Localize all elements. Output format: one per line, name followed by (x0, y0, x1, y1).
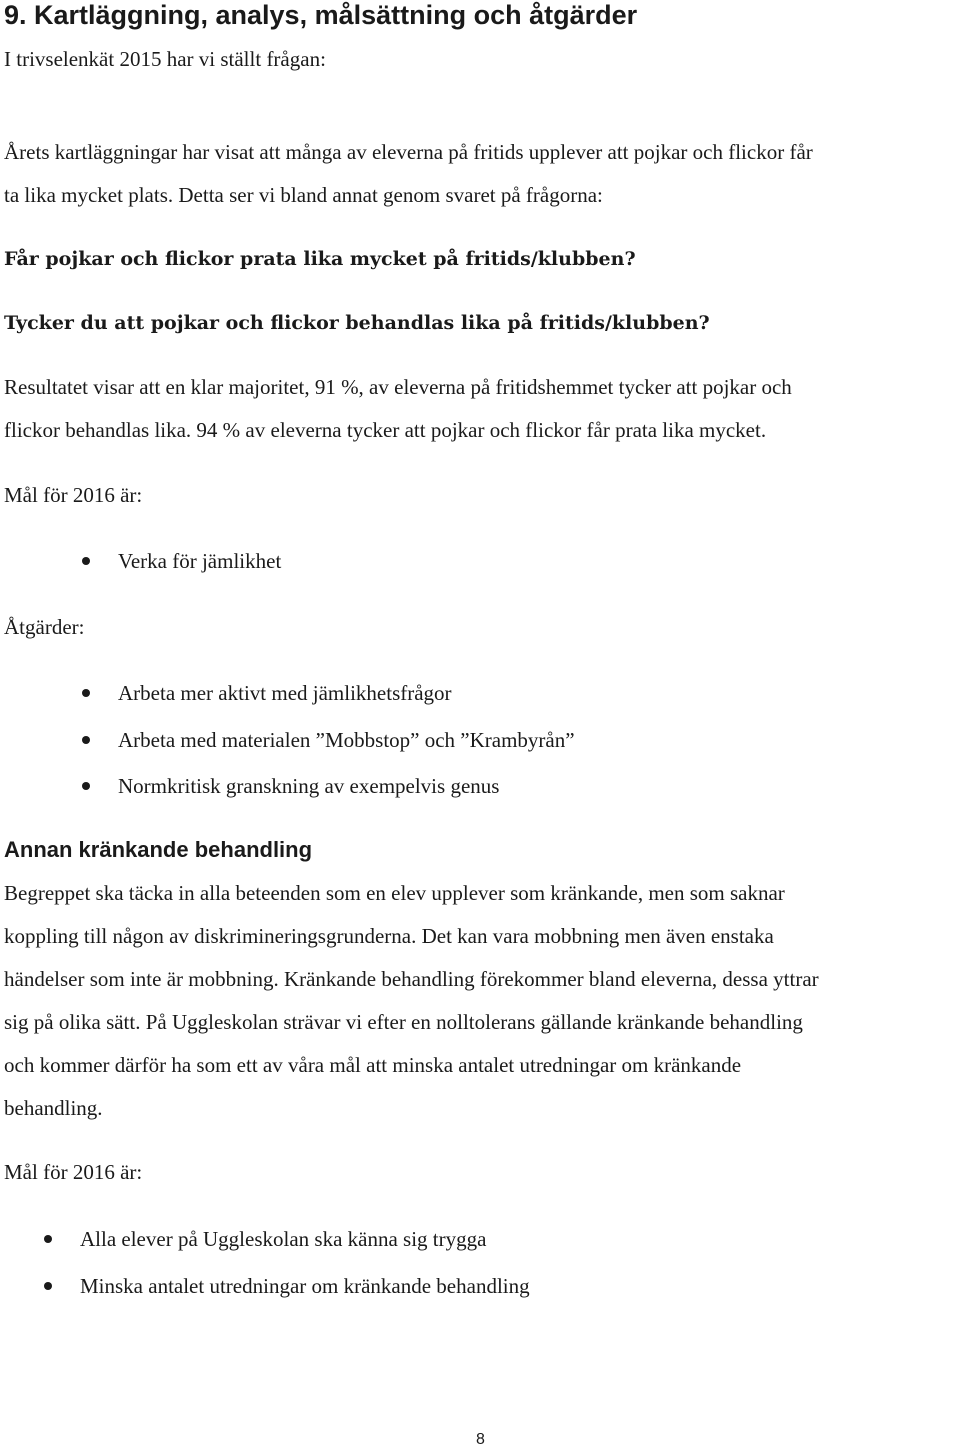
section-body-line: och kommer därför ha som ett av våra mål att minska antalet utredningar om kränkande (4, 1053, 742, 1077)
page-number: 8 (476, 1431, 485, 1448)
section-body-line: sig på olika sätt. På Uggleskolan strävar vi efter en nolltolerans gällande kränkande behandling (4, 1010, 803, 1034)
section-title: Annan kränkande behandling (4, 837, 313, 862)
section-body-line: koppling till någon av diskrimineringsgrunderna. Det kan vara mobbning men även enstaka (4, 924, 774, 948)
bullet-icon (44, 1235, 52, 1243)
paragraph-line: ta lika mycket plats. Detta ser vi bland annat genom svaret på frågorna: (4, 183, 603, 207)
actions-label: Åtgärder: (4, 615, 85, 639)
action-item: Normkritisk granskning av exempelvis genus (118, 774, 500, 798)
survey-question: Får pojkar och flickor prata lika mycket på fritids/klubben? (4, 248, 636, 270)
bullet-icon (82, 736, 90, 744)
goal-item: Alla elever på Uggleskolan ska känna sig trygga (80, 1227, 487, 1251)
section-body-line: Begreppet ska täcka in alla beteenden som en elev upplever som kränkande, men som saknar (4, 881, 785, 905)
survey-question: Tycker du att pojkar och flickor behandlas lika på fritids/klubben? (4, 312, 710, 334)
section-body-line: händelser som inte är mobbning. Kränkande behandling förekommer bland eleverna, dessa yttrar (4, 967, 819, 991)
goal-label: Mål för 2016 är: (4, 1160, 143, 1184)
bullet-icon (82, 782, 90, 790)
goal-item: Verka för jämlikhet (118, 549, 282, 573)
bullet-icon (44, 1282, 52, 1290)
paragraph-line: Årets kartläggningar har visat att många av eleverna på fritids upplever att pojkar och flickor får (4, 140, 813, 164)
bullet-icon (82, 557, 90, 565)
goal-label: Mål för 2016 är: (4, 483, 143, 507)
bullet-icon (82, 689, 90, 697)
intro-text: I trivselenkät 2015 har vi ställt frågan: (4, 47, 326, 71)
action-item: Arbeta mer aktivt med jämlikhetsfrågor (118, 681, 452, 705)
goal-item: Minska antalet utredningar om kränkande behandling (80, 1274, 530, 1298)
section-body-line: behandling. (4, 1096, 103, 1120)
action-item: Arbeta med materialen ”Mobbstop” och ”Krambyrån” (118, 728, 575, 752)
page-heading: 9. Kartläggning, analys, målsättning och åtgärder (4, 0, 638, 30)
result-line: Resultatet visar att en klar majoritet, 91 %, av eleverna på fritidshemmet tycker att pojkar och (4, 375, 792, 399)
result-line: flickor behandlas lika. 94 % av eleverna tycker att pojkar och flickor får prata lika mycket. (4, 418, 767, 442)
